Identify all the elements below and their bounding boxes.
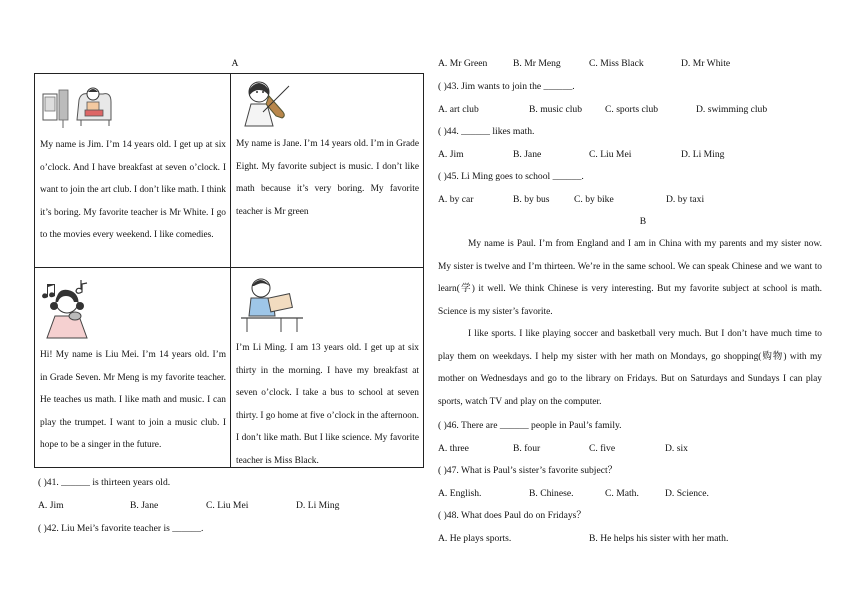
question-46-option-c: C. five	[589, 443, 616, 454]
table-cell-jane	[230, 73, 424, 268]
question-43-option-b: B. music club	[529, 104, 583, 115]
question-42-option-b: B. Mr Meng	[513, 58, 561, 69]
question-44-option-c: C. Liu Mei	[589, 149, 632, 160]
question-47-option-b: B. Chinese.	[529, 488, 574, 499]
jim-passage: My name is Jim. I’m 14 years old. I get up at six o’clock. And I have breakfast at seven o’clock. I want to join the art club. I don’t like math. I think it’s boring. My favorite teacher is Mr White. I go to the movies every weekend. I like comedies.	[40, 140, 226, 241]
question-45-option-d: D. by taxi	[666, 194, 705, 205]
question-41-stem: ( )41. ______ is thirteen years old.	[38, 477, 171, 488]
girl-singing-with-music-notes-icon	[41, 276, 101, 340]
table-cell-liu-mei	[34, 267, 231, 468]
question-47-option-c: C. Math.	[605, 488, 639, 499]
boy-reading-in-armchair-icon	[41, 80, 127, 132]
question-47-stem: ( )47. What is Paul’s sister’s favorite subject？	[438, 465, 618, 476]
question-46-option-d: D. six	[665, 443, 688, 454]
question-41-option-a: A. Jim	[38, 500, 64, 511]
section-b-title: B	[639, 216, 647, 227]
question-46-stem: ( )46. There are ______ people in Paul’s family.	[438, 420, 622, 431]
girl-playing-violin-icon	[235, 76, 293, 134]
question-41-option-b: B. Jane	[130, 500, 159, 511]
section-a-title: A	[231, 58, 239, 69]
question-45-option-a: A. by car	[438, 194, 474, 205]
question-42-option-c: C. Miss Black	[589, 58, 644, 69]
question-47-option-a: A. English.	[438, 488, 482, 499]
passage-b-paragraph-2: I like sports. I like playing soccer and basketball very much. But I don’t have much time to play them on weekdays. I help my sister with her math on Mondays, go shopping(购物) with my mother on Wednesdays and go to the library on Fridays. But on Saturdays and Sundays I can play sports, watch TV and play on the computer.	[438, 329, 822, 407]
question-44-option-d: D. Li Ming	[681, 149, 725, 160]
passage-b-paragraph-1: My name is Paul. I’m from England and I am in China with my parents and my sister now. My sister is twelve and I’m thirteen. We’re in the same school. We can speak Chinese and we want to learn(学) it well. We think Chinese is very interesting. But my favorite subject at school is math. Science is my sister’s favorite.	[438, 239, 822, 317]
question-45-stem: ( )45. Li Ming goes to school ______.	[438, 171, 584, 182]
liu-mei-passage: Hi! My name is Liu Mei. I’m 14 years old. I’m in Grade Seven. Mr Meng is my favorite teacher. He teaches us math. I like math and music. I can play the trumpet. I want to join a music club. I hope to be a singer in the future.	[40, 350, 226, 451]
question-42-stem: ( )42. Liu Mei’s favorite teacher is ______.	[38, 523, 204, 534]
jane-passage: My name is Jane. I’m 14 years old. I’m in Grade Eight. My favorite subject is music. I don’t like math because it’s very boring. My favorite teacher is Mr green	[236, 139, 419, 217]
question-47-option-d: D. Science.	[665, 488, 709, 499]
question-42-option-a: A. Mr Green	[438, 58, 488, 69]
question-45-option-c: C. by bike	[574, 194, 614, 205]
question-43-option-d: D. swimming club	[696, 104, 768, 115]
table-cell-li-ming	[230, 267, 424, 468]
question-44-option-a: A. Jim	[438, 149, 464, 160]
question-48-stem: ( )48. What does Paul do on Fridays？	[438, 510, 586, 521]
question-41-option-d: D. Li Ming	[296, 500, 340, 511]
question-46-option-b: B. four	[513, 443, 541, 454]
reading-table-a	[34, 73, 424, 468]
question-44-stem: ( )44. ______ likes math.	[438, 126, 535, 137]
question-48-option-b: B. He helps his sister with her math.	[589, 533, 729, 544]
boy-reading-at-desk-icon	[239, 274, 305, 334]
li-ming-passage: I’m Li Ming. I am 13 years old. I get up at six thirty in the morning. I have my breakfast at seven o’clock. I take a bus to school at seven thirty. I go home at five o’clock in the afternoon. I don’t like math. But I like science. My favorite teacher is Miss Black.	[236, 343, 419, 466]
question-42-option-d: D. Mr White	[681, 58, 731, 69]
question-43-stem: ( )43. Jim wants to join the ______.	[438, 81, 575, 92]
question-43-option-c: C. sports club	[605, 104, 659, 115]
question-45-option-b: B. by bus	[513, 194, 550, 205]
question-41-option-c: C. Liu Mei	[206, 500, 249, 511]
question-48-option-a: A. He plays sports.	[438, 533, 512, 544]
table-cell-jim	[34, 73, 231, 268]
question-44-option-b: B. Jane	[513, 149, 542, 160]
question-46-option-a: A. three	[438, 443, 469, 454]
question-43-option-a: A. art club	[438, 104, 479, 115]
